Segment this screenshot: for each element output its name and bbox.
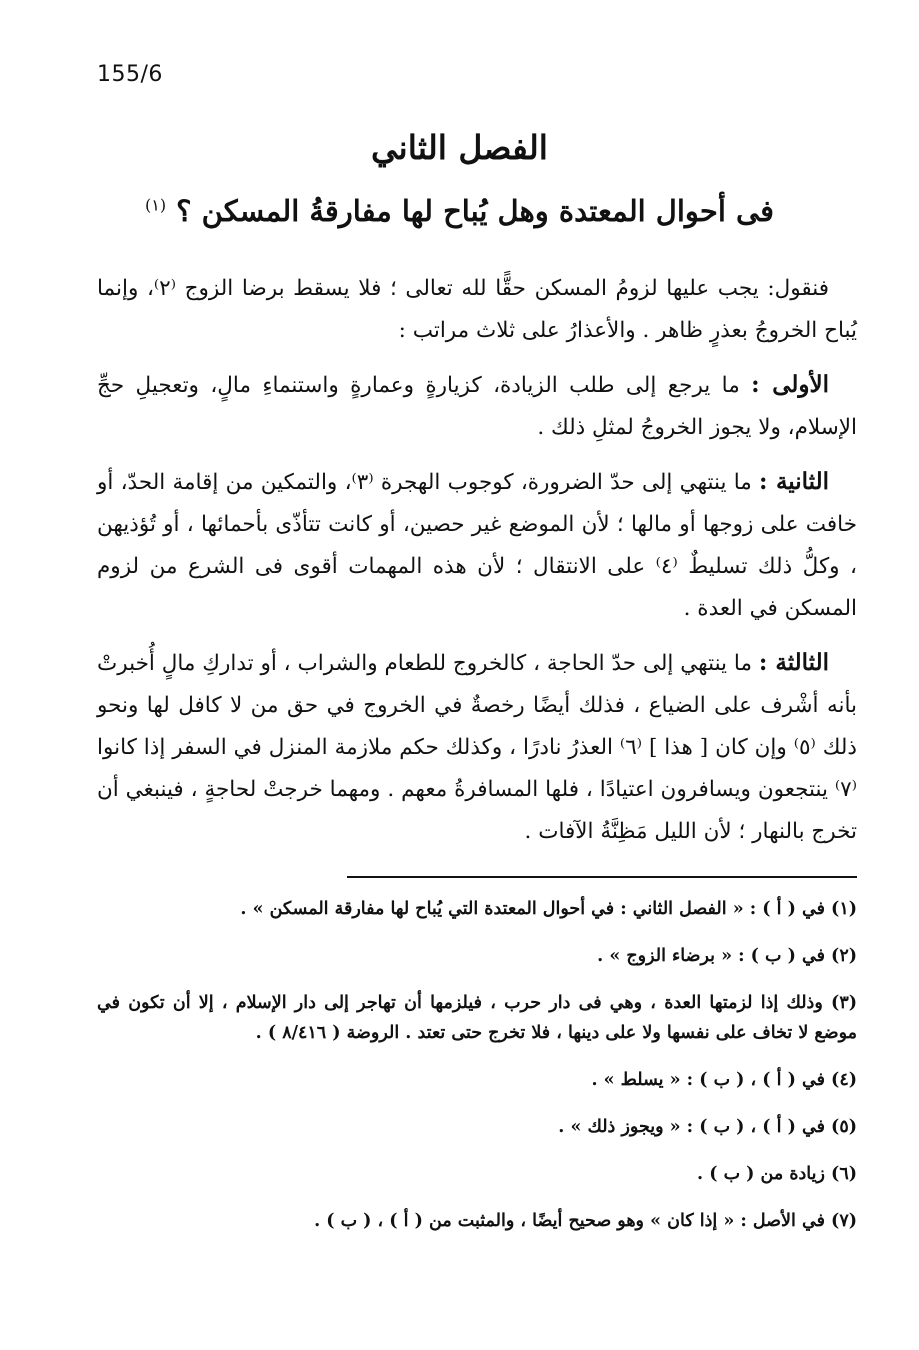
page-number: 155/6 <box>97 62 163 87</box>
footnotes <box>97 894 857 1253</box>
paragraph-third-rank <box>97 642 857 853</box>
footnote-separator <box>347 876 857 878</box>
paragraph-text: ما يرجع إلى طلب الزيادة، كزيارةٍ وعمارةٍ واستنماءِ مالٍ، وتعجيلِ حجِّ الإسلام، ولا يجوز الخروجُ لمثلِ ذلك . <box>97 373 857 440</box>
section-title-text: فى أحوال المعتدة وهل يُباح لها مفارقةُ المسكن ؟ <box>176 194 775 228</box>
footnote-5: (٥) في ( أ ) ، ( ب ) : « ويجوز ذلك » . <box>558 1117 857 1137</box>
footnote-2: (٢) في ( ب ) : « برضاء الزوج » . <box>597 946 857 966</box>
footnote-1: (١) في ( أ ) : « الفصل الثاني : في أحوال المعتدة التي يُباح لها مفارقة المسكن » . <box>240 899 857 919</box>
chapter-title: الفصل الثاني <box>371 128 548 167</box>
body-text <box>97 268 857 865</box>
paragraph-lead: الثانية : <box>759 468 829 495</box>
paragraph-second-rank <box>97 461 857 630</box>
paragraph-text: فنقول: يجب عليها لزومُ المسكن حقًّا لله تعالى ؛ فلا يسقط برضا الزوج ⁽٢⁾، وإنما يُباح الخروجُ بعذرٍ ظاهر . والأعذارُ على ثلاث مراتب : <box>97 276 857 343</box>
footnote-3: (٣) وذلك إذا لزمتها العدة ، وهي فى دار حرب ، فيلزمها أن تهاجر إلى دار الإسلام ، إلا أن تكون في موضع لا تخاف على نفسها ولا على دينها ، فلا تخرج حتى تعتد . الروضة ( ٨/٤١٦ ) . <box>97 993 857 1043</box>
paragraph-intro <box>97 268 857 352</box>
paragraph-text: ما ينتهي إلى حدّ الضرورة، كوجوب الهجرة ⁽٣⁾، والتمكين من إقامة الحدّ، أو خافت على زوجها أو مالها ؛ لأن الموضع غير حصين، أو كانت تتأذّى بأحمائها ، أو تُؤذيهن ، وكلُّ ذلك تسليطٌ ⁽٤⁾ على الانتقال ؛ لأن هذه المهمات أقوى فى الشرع من لزوم المسكن في العدة . <box>97 470 857 621</box>
paragraph-lead: الأولى : <box>751 371 829 398</box>
footnote-4: (٤) في ( أ ) ، ( ب ) : « يسلط » . <box>591 1070 857 1090</box>
paragraph-text: ما ينتهي إلى حدّ الحاجة ، كالخروج للطعام والشراب ، أو تداركِ مالٍ أُخبرتْ بأنه أشْرف على الضياع ، فذلك أيضًا رخصةٌ في الخروج في حق من لا كافل لها ونحو ذلك ⁽٥⁾ وإن كان [ هذا ] ⁽٦⁾ العذرُ نادرًا ، وكذلك حكم ملازمة المنزل في السفر إذا كانوا ⁽٧⁾ ينتجعون ويسافرون اعتيادًا ، فلها المسافرةُ معهم . ومهما خرجتْ لحاجةٍ ، فينبغي أن تخرج بالنهار ؛ لأن الليل مَظِنَّةُ الآفات . <box>97 651 857 844</box>
paragraph-lead: الثالثة : <box>758 649 829 676</box>
footnote-7: (٧) في الأصل : « إذا كان » وهو صحيح أيضًا ، والمثبت من ( أ ) ، ( ب ) . <box>314 1211 857 1231</box>
section-title-footnote-ref: (١) <box>144 195 167 215</box>
paragraph-first-rank <box>97 364 857 449</box>
footnote-6: (٦) زيادة من ( ب ) . <box>697 1164 857 1184</box>
section-title <box>97 194 822 228</box>
